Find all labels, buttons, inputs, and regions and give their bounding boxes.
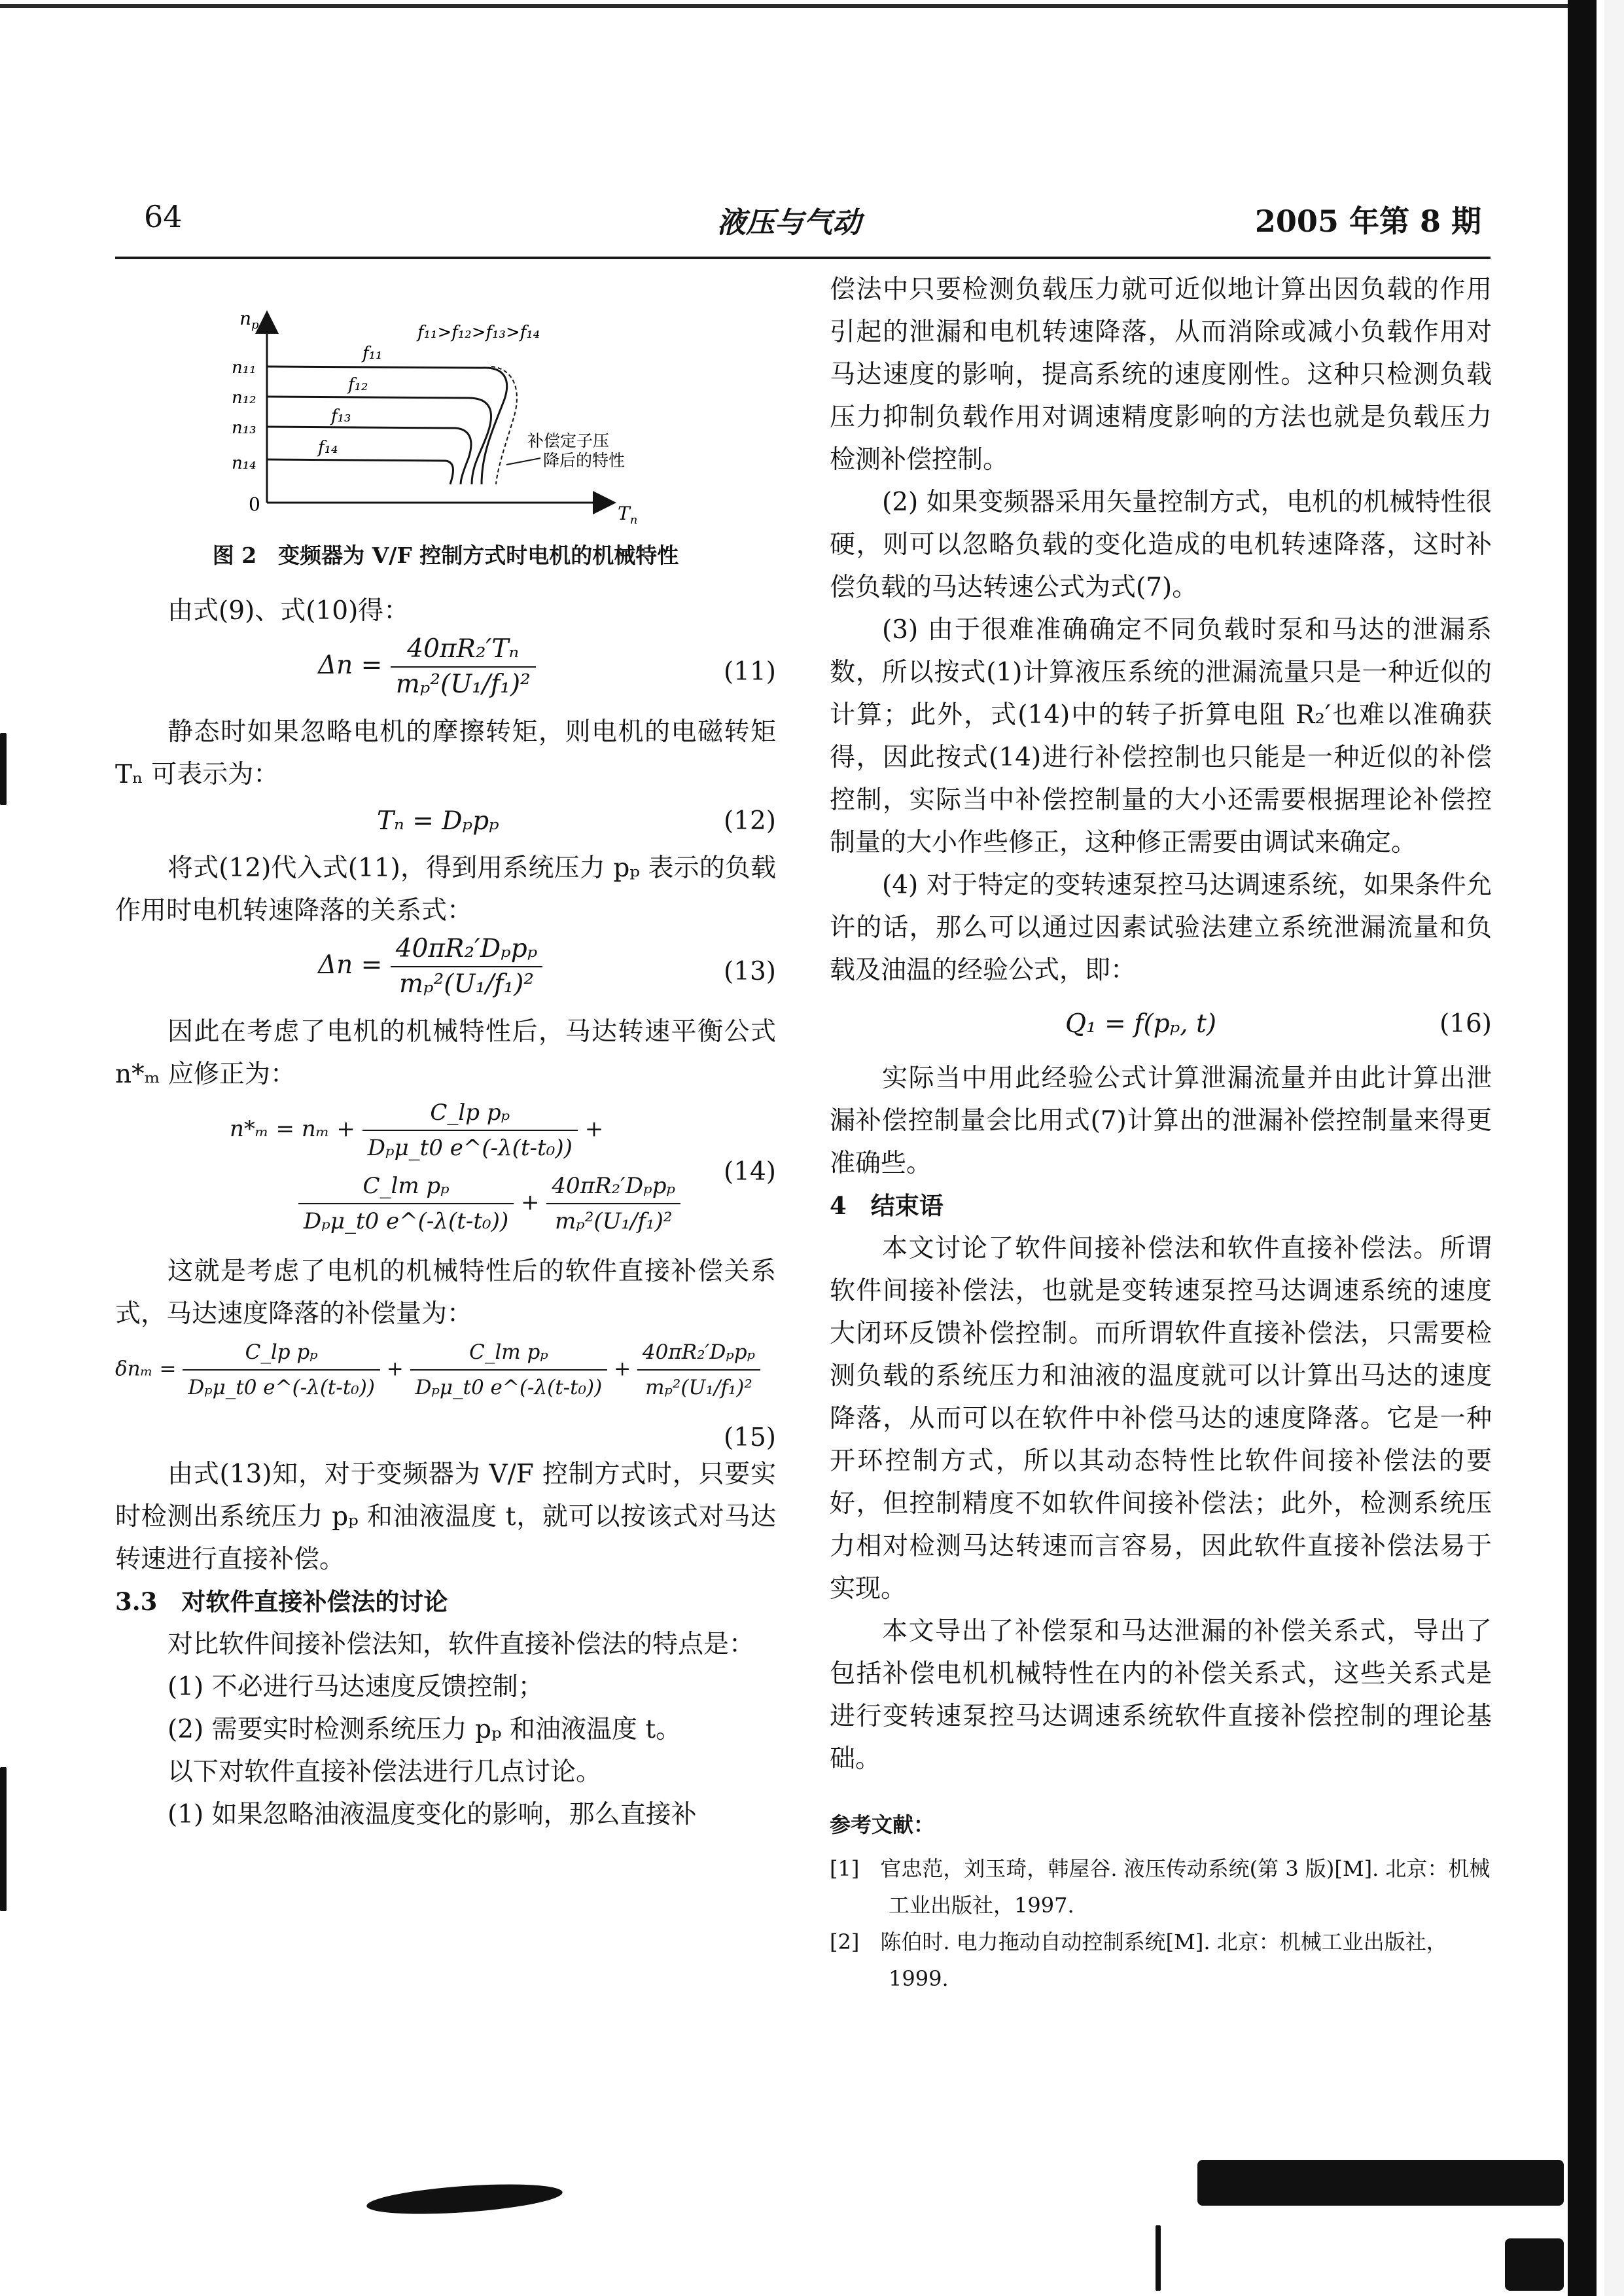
y-tick-n11: n₁₁	[232, 358, 256, 378]
y-tick-n12: n₁₂	[232, 388, 256, 408]
scan-right-edge	[1568, 0, 1597, 2296]
issue-label: 2005 年第 8 期	[1254, 204, 1481, 239]
list-item-1: (1) 不必进行马达速度反馈控制；	[168, 1672, 544, 1702]
origin-label: 0	[249, 493, 260, 515]
curve-label-f13: f₁₃	[331, 406, 351, 426]
figure-2-chart	[115, 268, 776, 530]
left-paragraph-3: 将式(12)代入式(11)，得到用系统压力 pₚ 表示的负载作用时电机转速降落的关系式：	[115, 853, 776, 925]
x-axis-label: $T_n$	[618, 503, 638, 527]
equation-14: n*ₘ = nₘ + C_lp pₚ Dₚμ_t0 e^(-λ(t-t₀)) + C_lm pₚ Dₚμ_t0 e^(-λ(t-t₀)) + 40πR₂′Dₚpₚ mₚ²(U₁/f₁)² (14)	[115, 1096, 776, 1250]
reference-2: [2] 陈伯时. 电力拖动自动控制系统[M]. 北京：机械工业出版社，1999.	[830, 1929, 1447, 1991]
curve-f14	[267, 459, 453, 484]
scan-smudge	[0, 1767, 7, 1911]
curve-label-f12: f₁₂	[348, 375, 368, 395]
equation-15: δnₘ = C_lp pₚ Dₚμ_t0 e^(-λ(t-t₀)) + C_lm pₚ Dₚμ_t0 e^(-λ(t-t₀)) + 40πR₂′Dₚpₚ mₚ²(U₁/f₁)² (15)	[115, 1335, 776, 1453]
right-paragraph-7: 本文导出了补偿泵和马达泄漏的补偿关系式，导出了包括补偿电机机械特性在内的补偿关系式，这些关系式是进行变转速泵控马达调速系统软件直接补偿控制的理论基础。	[830, 1617, 1492, 1774]
figure-2-caption: 图 2 变频器为 V/F 控制方式时电机的机械特性	[212, 543, 679, 568]
scan-smudge	[1505, 2238, 1564, 2291]
section-4-heading: 4 结束语	[830, 1191, 944, 1220]
y-tick-n14: n₁₄	[232, 454, 256, 473]
figure-2	[115, 268, 776, 530]
journal-name: 液压与气动	[717, 206, 861, 240]
curve-label-f11: f₁₁	[362, 344, 383, 363]
page-number: 64	[144, 199, 183, 234]
annotation-line2: 降后的特性	[543, 451, 626, 470]
left-paragraph-8: 以下对软件直接补偿法进行几点讨论。	[168, 1757, 602, 1787]
frequency-order-label: f₁₁>f₁₂>f₁₃>f₁₄	[417, 323, 540, 342]
left-column	[115, 268, 776, 1836]
annotation-line1: 补偿定子压	[527, 431, 610, 450]
list-item-2: (2) 需要实时检测系统压力 pₚ 和油液温度 t。	[168, 1715, 682, 1744]
scan-smudge	[366, 2179, 563, 2219]
curve-f11	[267, 367, 507, 484]
equation-12: Tₙ = Dₚpₚ (12)	[377, 806, 776, 836]
section-3-3-heading: 3.3 对软件直接补偿法的讨论	[115, 1587, 448, 1616]
curve-f13	[267, 427, 471, 484]
scan-smudge	[0, 733, 7, 805]
scan-smudge	[1156, 2225, 1161, 2291]
running-header	[115, 194, 1491, 240]
equation-13: Δn = 40πR₂′Dₚpₚ mₚ²(U₁/f₁)² (13)	[115, 932, 776, 1011]
left-paragraph-4: 因此在考虑了电机的机械特性后，马达转速平衡公式 n*ₘ 应修正为：	[115, 1017, 776, 1089]
right-paragraph-2: (2) 如果变频器采用矢量控制方式，电机的机械特性很硬，则可以忽略负载的变化造成的电机转速降落，这时补偿负载的马达转速公式为式(7)。	[830, 488, 1492, 602]
curve-label-f14: f₁₄	[318, 438, 338, 457]
reference-1: [1] 官忠范，刘玉琦，韩屋谷. 液压传动系统(第 3 版)[M]. 北京：机械工业出版社，1997.	[830, 1856, 1491, 1918]
scan-top-edge	[0, 4, 1570, 8]
right-paragraph-4: (4) 对于特定的变转速泵控马达调速系统，如果条件允许的话，那么可以通过因素试验法建立系统泄漏流量和负载及油温的经验公式，即：	[830, 870, 1492, 985]
scan-right-margin	[1604, 0, 1624, 2296]
left-paragraph-5: 这就是考虑了电机的机械特性后的软件直接补偿关系式，马达速度降落的补偿量为：	[115, 1257, 776, 1329]
left-paragraph-7: 对比软件间接补偿法知，软件直接补偿法的特点是：	[168, 1630, 755, 1659]
right-paragraph-1: 偿法中只要检测负载压力就可近似地计算出因负载的作用引起的泄漏和电机转速降落，从而消除或减小负载作用对马达速度的影响，提高系统的速度刚性。这种只检测负载压力抑制负载作用对调速精度影响的方法也就是负载压力检测补偿控制。	[830, 275, 1492, 475]
left-paragraph-9: (1) 如果忽略油液温度变化的影响，那么直接补	[168, 1800, 697, 1829]
right-paragraph-5: 实际当中用此经验公式计算泄漏流量并由此计算出泄漏补偿控制量会比用式(7)计算出的泄漏补偿控制量来得更准确些。	[830, 1064, 1492, 1178]
header-rule	[115, 257, 1491, 259]
left-paragraph-2: 静态时如果忽略电机的摩擦转矩，则电机的电磁转矩 Tₙ 可表示为：	[115, 717, 776, 789]
right-column	[830, 268, 1492, 1997]
left-paragraph-6: 由式(13)知，对于变频器为 V/F 控制方式时，只要实时检测出系统压力 pₚ 和油液温度 t，就可以按该式对马达转速进行直接补偿。	[115, 1460, 776, 1574]
y-axis-label: $n_p$	[239, 308, 259, 332]
right-paragraph-6: 本文讨论了软件间接补偿法和软件直接补偿法。所谓软件间接补偿法，也就是变转速泵控马达调速系统的速度大闭环反馈补偿控制。而所谓软件直接补偿法，只需要检测负载的系统压力和油液的温度就可以计算出马达的速度降落，从而可以在软件中补偿马达的速度降落。它是一种开环控制方式，所以其动态特性比软件间接补偿法的要好，但控制精度不如软件间接补偿法；此外，检测系统压力相对检测马达转速而言容易，因此软件直接补偿法易于实现。	[830, 1234, 1492, 1604]
curve-f12	[267, 397, 491, 484]
equation-16: Q₁ = f(pₚ, t) (16)	[1065, 1009, 1492, 1039]
scan-smudge	[1197, 2160, 1564, 2206]
left-paragraph-1: 由式(9)、式(10)得：	[168, 596, 410, 626]
right-paragraph-3: (3) 由于很难准确确定不同负载时泵和马达的泄漏系数，所以按式(1)计算液压系统的泄漏流量只是一种近似的计算；此外，式(14)中的转子折算电阻 R₂′也难以准确获得，因此按式(14)进行补偿控制也只能是一种近似的补偿控制，实际当中补偿控制量的大小还需要根据理论补偿控制量的大小作些修正，这种修正需要由调试来确定。	[830, 615, 1492, 857]
annotation-leader	[506, 458, 540, 465]
equation-11: Δn = $\frac{\text{40πR₂′Tₙ}}{\text{mₚ²(U₁/f₁)²}}$ (11)	[115, 632, 776, 711]
references-heading: 参考文献：	[830, 1812, 935, 1837]
y-tick-n13: n₁₃	[232, 418, 256, 438]
